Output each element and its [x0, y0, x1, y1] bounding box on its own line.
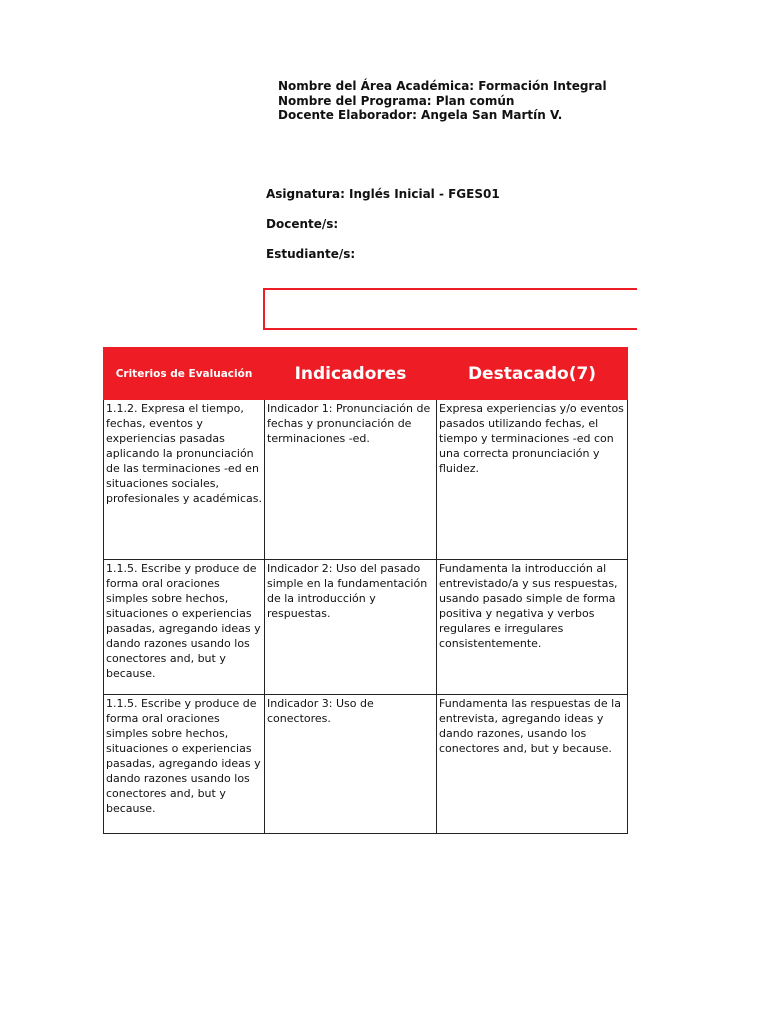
rubric-table	[103, 347, 628, 834]
program-name: Nombre del Programa: Plan común	[278, 93, 515, 108]
criterion-cell: 1.1.5. Escribe y produce de forma oral oraciones simples sobre hechos, situaciones o experiencias pasadas, agregando ideas y dando razones usando los conectores and, but y because.	[104, 560, 265, 695]
header-indicators: Indicadores	[265, 348, 437, 400]
teacher-label: Docente/s:	[266, 217, 339, 231]
author-teacher: Docente Elaborador: Angela San Martín V.	[278, 108, 563, 122]
header-outstanding: Destacado(7)	[437, 348, 628, 400]
criterion-cell: 1.1.5. Escribe y produce de forma oral oraciones simples sobre hechos, situaciones o experiencias pasadas, agregando ideas y dando razones usando los conectores and, but y because.	[104, 695, 265, 834]
indicator-cell: Indicador 1: Pronunciación de fechas y pronunciación de terminaciones -ed.	[265, 400, 437, 560]
header-criteria: Criterios de Evaluación	[104, 348, 265, 400]
red-outline-box	[263, 288, 637, 330]
table-row	[104, 695, 628, 834]
academic-area: Nombre del Área Académica: Formación Integral	[278, 79, 607, 93]
table-header-row	[104, 348, 628, 400]
outstanding-cell: Fundamenta la introducción al entrevistado/a y sus respuestas, usando pasado simple de forma positiva y negativa y verbos regulares e irregulares consistentemente.	[437, 560, 628, 695]
indicator-cell: Indicador 3: Uso de conectores.	[265, 695, 437, 834]
document-header	[278, 79, 607, 123]
outstanding-cell: Fundamenta las respuestas de la entrevista, agregando ideas y dando razones, usando los conectores and, but y because.	[437, 695, 628, 834]
criterion-cell: 1.1.2. Expresa el tiempo, fechas, eventos y experiencias pasadas aplicando la pronunciación de las terminaciones -ed en situaciones sociales, profesionales y académicas.	[104, 400, 265, 560]
subject-label: Asignatura: Inglés Inicial - FGES01	[266, 187, 500, 201]
outstanding-cell: Expresa experiencias y/o eventos pasados utilizando fechas, el tiempo y terminaciones -ed con una correcta pronunciación y fluidez.	[437, 400, 628, 560]
student-label: Estudiante/s:	[266, 247, 356, 261]
indicator-cell: Indicador 2: Uso del pasado simple en la fundamentación de la introducción y respuestas.	[265, 560, 437, 695]
table-row	[104, 400, 628, 560]
table-row	[104, 560, 628, 695]
